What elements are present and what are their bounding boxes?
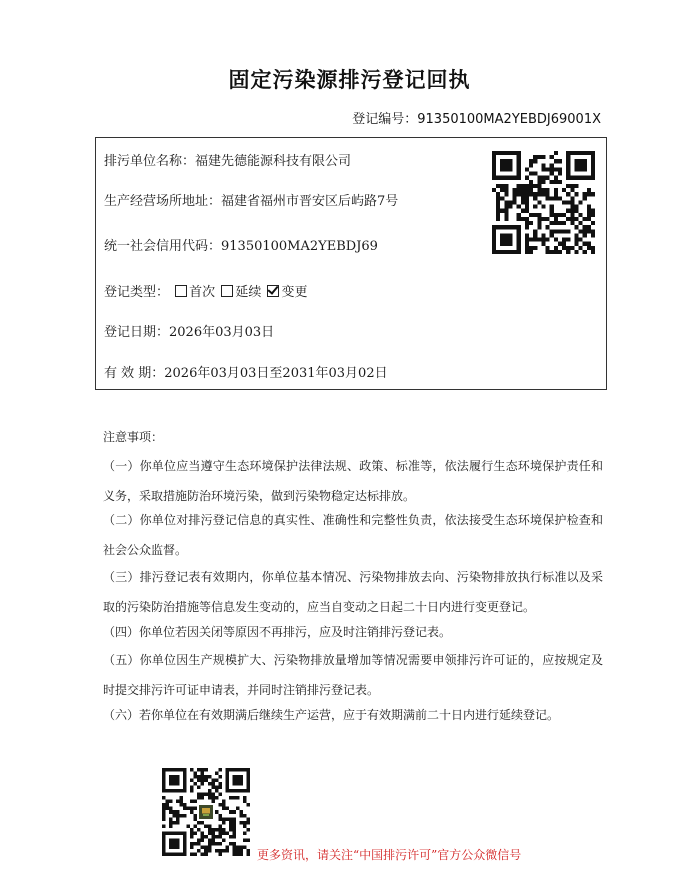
note-item-1: （一）你单位应当遵守生态环境保护法律法规、政策、标准等，依法履行生态环境保护责任和义务，采取措施防治环境污染，做到污染物稳定达标排放。 <box>103 459 603 503</box>
note-item-2: （二）你单位对排污登记信息的真实性、准确性和完整性负责，依法接受生态环境保护检查和社会公众监督。 <box>103 513 603 557</box>
validity-value: 2026年03月03日至2031年03月02日 <box>164 366 388 381</box>
note-item-3: （三）排污登记表有效期内，你单位基本情况、污染物排放去向、污染物排放执行标准以及采取的污染防治措施等信息发生变动的，应当自变动之日起二十日内进行变更登记。 <box>103 570 603 614</box>
info-box <box>95 137 607 390</box>
registration-qr-code <box>492 151 595 254</box>
notes-title: 注意事项： <box>103 430 164 444</box>
note-item-6: （六）若你单位在有效期满后继续生产运营，应于有效期满前二十日内进行延续登记。 <box>103 708 560 722</box>
reg-date-row <box>104 321 274 340</box>
unit-name-label: 排污单位名称： <box>104 154 196 169</box>
validity-row <box>104 362 388 381</box>
address-label: 生产经营场所地址： <box>104 194 222 209</box>
reg-type-row <box>104 281 307 300</box>
option-renewal-label: 延续 <box>235 285 262 300</box>
reg-date-value: 2026年03月03日 <box>169 325 275 340</box>
note-item-5: （五）你单位因生产规模扩大、污染物排放量增加等情况需要申领排污许可证的，应按规定及时提交排污许可证申请表，并同时注销排污登记表。 <box>103 653 603 697</box>
wechat-qr-code <box>162 768 250 856</box>
address-row <box>104 190 398 209</box>
checkbox-first <box>175 285 187 297</box>
credit-code-label: 统一社会信用代码： <box>104 239 222 254</box>
checkbox-change-checked <box>267 285 279 297</box>
validity-label: 有 效 期： <box>104 366 165 381</box>
reg-type-label: 登记类型： <box>104 285 170 300</box>
option-change-label: 变更 <box>281 285 308 300</box>
unit-name-row <box>104 150 351 169</box>
reg-date-label: 登记日期： <box>104 325 170 340</box>
wechat-promo-text: 更多资讯，请关注“中国排污许可”官方公众微信号 <box>257 848 522 862</box>
unit-name-value: 福建先德能源科技有限公司 <box>195 154 352 169</box>
note-item-4: （四）你单位若因关闭等原因不再排污，应及时注销排污登记表。 <box>103 625 452 639</box>
checkbox-renewal <box>221 285 233 297</box>
option-first-label: 首次 <box>189 285 216 300</box>
credit-code-value: 91350100MA2YEBDJ69 <box>221 239 378 254</box>
credit-code-row <box>104 235 378 254</box>
document-title: 固定污染源排污登记回执 <box>228 68 471 92</box>
address-value: 福建省福州市晋安区后屿路7号 <box>221 194 399 209</box>
registration-number: 登记编号：91350100MA2YEBDJ69001X <box>352 112 601 127</box>
